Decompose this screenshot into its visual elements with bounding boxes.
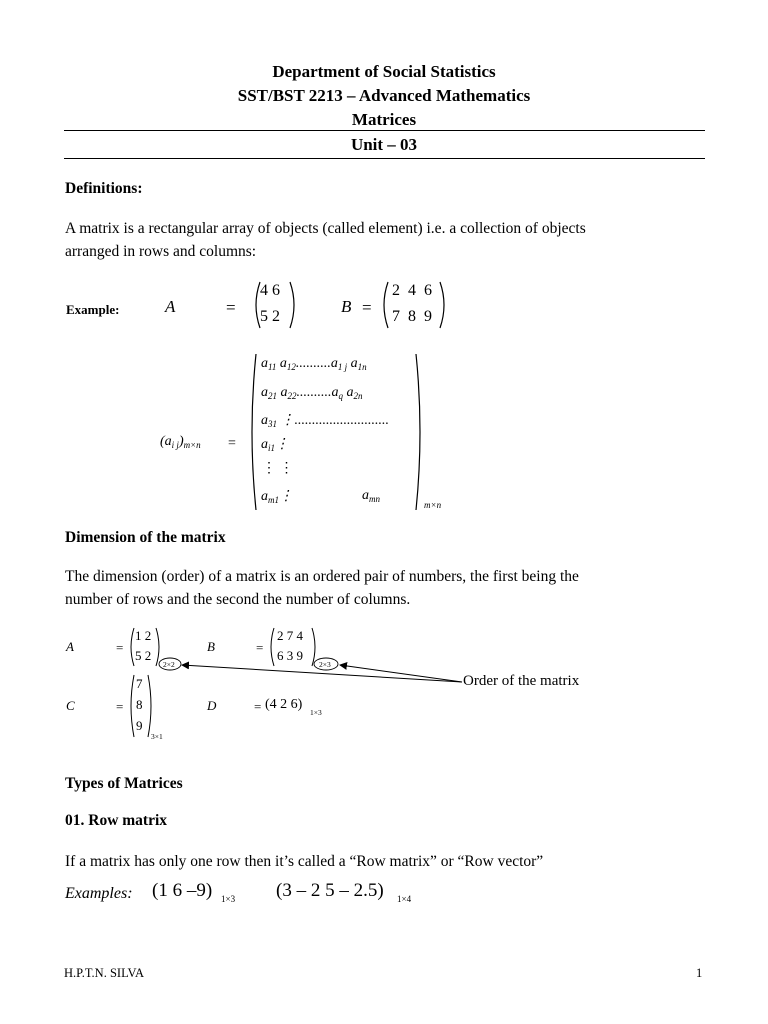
dim-matrix-c-order: 3×1 [151, 732, 163, 741]
dim-matrix-b-name: B [207, 639, 215, 654]
order-of-matrix-label: Order of the matrix [463, 673, 580, 689]
matrix-b-name: B [341, 297, 352, 316]
general-matrix-dimension: m×n [424, 500, 442, 510]
general-matrix-equals: = [228, 436, 236, 451]
general-matrix-lhs: $(a_{i j})_{m\times n}$ [160, 434, 201, 450]
example-label: Example: [66, 302, 120, 317]
matrix-a-row2: 5 2 [260, 308, 280, 325]
dim-matrix-d-equals: = [254, 699, 262, 714]
dimension-heading: Dimension of the matrix [65, 529, 226, 546]
dim-matrix-b-order: 2×3 [319, 660, 331, 669]
topic-title: Matrices [351, 110, 417, 129]
types-heading: Types of Matrices [65, 775, 183, 792]
footer-author: H.P.T.N. SILVA [64, 966, 144, 980]
row-matrix-heading: 01. Row matrix [65, 812, 168, 829]
general-matrix-row1: $a_{11}$ $a_{12}..........a_{1 j}$ $a_{1n}$ [261, 356, 367, 372]
general-matrix-row6: $a_{m1}⋮$ [261, 489, 293, 505]
dim-matrix-b-row1: 2 7 4 [277, 628, 303, 643]
matrix-a-equals: = [226, 298, 236, 317]
dim-matrix-c-name: C [66, 698, 75, 713]
general-matrix-row3: $a_{31}$ ⋮........................... [261, 413, 389, 429]
definitions-paragraph-line2: arranged in rows and columns: [65, 243, 257, 260]
row-example-2-order: 1×4 [397, 894, 412, 904]
row-example-2: (3 – 2 5 – 2.5) [276, 880, 384, 901]
row-example-1: (1 6 –9) [152, 880, 213, 901]
general-matrix-row2: $a_{21}$ $a_{22}..........a_q$ $a_{2n}$ [261, 385, 363, 401]
dim-matrix-a-row1: 1 2 [135, 628, 152, 643]
dimension-paragraph-line1: The dimension (order) of a matrix is an ordered pair of numbers, the first being the [65, 568, 579, 585]
dim-matrix-c-equals: = [116, 699, 124, 714]
dim-matrix-c-row2: 8 [136, 697, 143, 712]
matrix-a-row1: 4 6 [260, 282, 280, 299]
department-title: Department of Social Statistics [272, 62, 496, 81]
row-matrix-paragraph: If a matrix has only one row then it’s called a “Row matrix” or “Row vector” [65, 853, 544, 870]
definitions-paragraph-line1: A matrix is a rectangular array of objects (called element) i.e. a collection of objects [65, 220, 586, 237]
dim-matrix-d-order: 1×3 [310, 708, 322, 717]
dim-matrix-d-value: (4 2 6) [265, 697, 303, 712]
general-matrix-last-element: $a_{mn}$ [362, 488, 380, 504]
general-matrix-row5: ⋮ ⋮ [262, 461, 294, 476]
dimension-paragraph-line2: number of rows and the second the number of columns. [65, 591, 411, 608]
dim-matrix-a-equals: = [116, 640, 124, 655]
course-title: SST/BST 2213 – Advanced Mathematics [237, 86, 531, 105]
row-examples-label: Examples: [65, 885, 133, 902]
dim-matrix-c-row3: 9 [136, 718, 143, 733]
page-number: 1 [696, 966, 703, 980]
matrix-b-equals: = [362, 298, 372, 317]
matrix-a-name: A [165, 297, 176, 316]
dim-matrix-b-row2: 6 3 9 [277, 648, 303, 663]
dim-matrix-b-equals: = [256, 640, 264, 655]
dim-matrix-c-row1: 7 [136, 676, 143, 691]
dim-matrix-a-name: A [66, 639, 74, 654]
matrix-b-row2: 7 8 9 [392, 308, 432, 325]
dim-matrix-a-row2: 5 2 [135, 648, 152, 663]
dim-matrix-a-order: 2×2 [163, 660, 175, 669]
definitions-heading: Definitions: [65, 180, 143, 197]
general-matrix-row4: $a_{i1}⋮$ [261, 437, 290, 453]
row-example-1-order: 1×3 [221, 894, 236, 904]
matrix-b-row1: 2 4 6 [392, 282, 432, 299]
unit-title: Unit – 03 [350, 135, 418, 154]
dim-matrix-d-name: D [207, 698, 217, 713]
